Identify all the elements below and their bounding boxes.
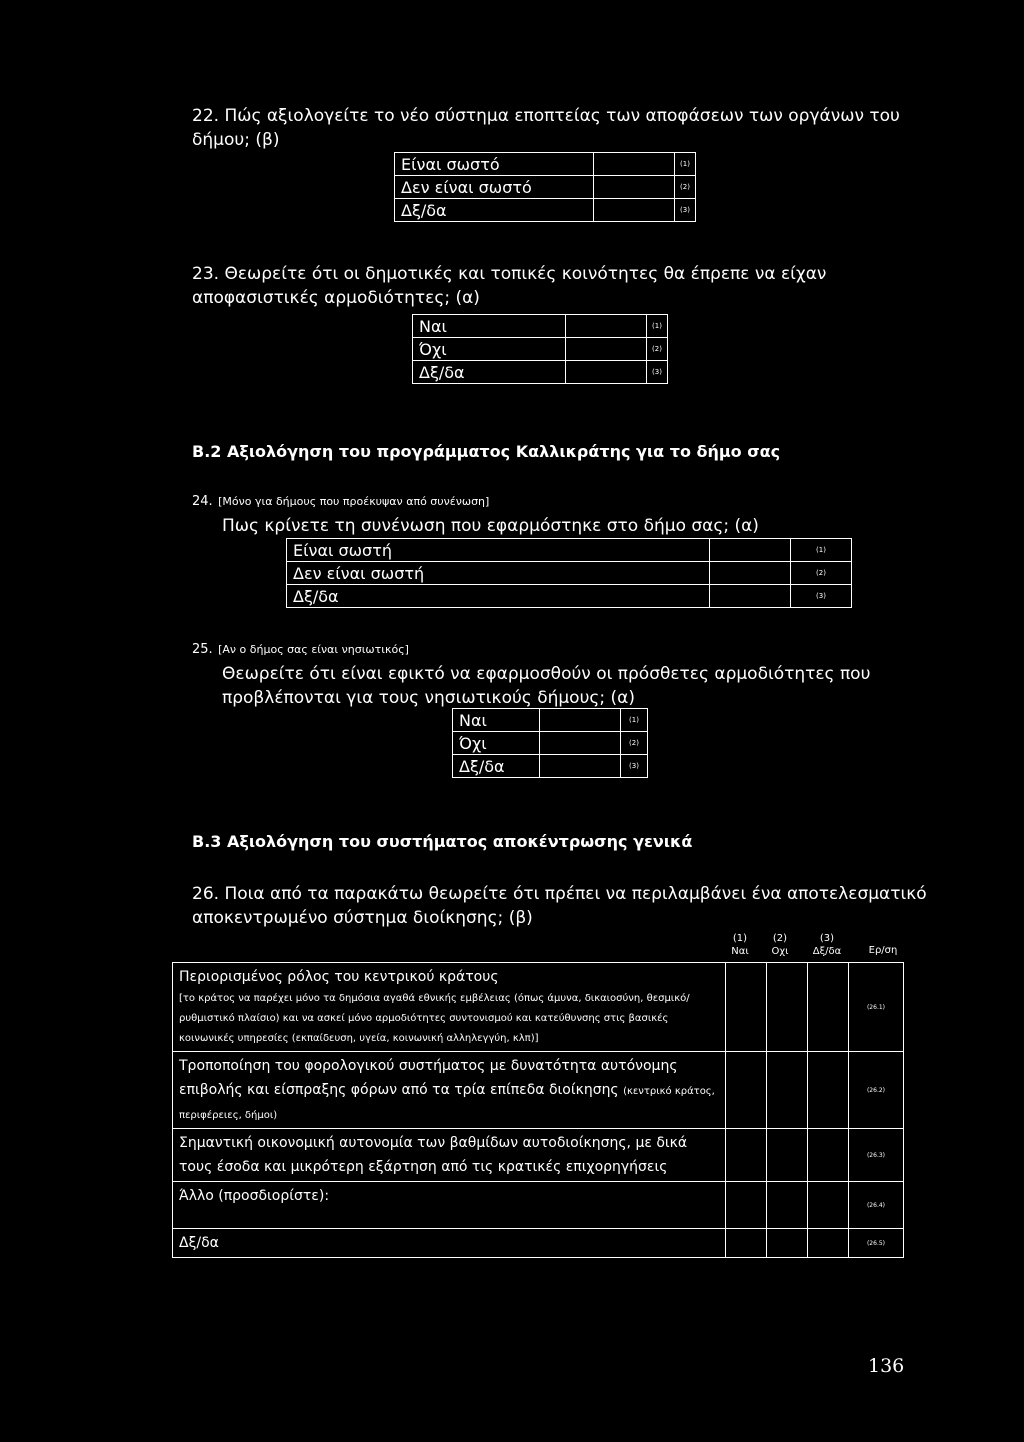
no-cell[interactable] xyxy=(767,963,808,1052)
option-code: (3) xyxy=(791,585,852,608)
row-code: (26.3) xyxy=(849,1129,904,1182)
q22-number: 22. xyxy=(192,106,220,126)
row-main-text: Περιορισμένος ρόλος του κεντρικού κράτους xyxy=(179,969,499,985)
row-text xyxy=(173,1052,726,1129)
q25-note: [Αν ο δήμος σας είναι νησιωτικός] xyxy=(218,643,409,656)
q26-row-3 xyxy=(173,1129,904,1182)
q24-number: 24. xyxy=(192,494,213,509)
option-code: (3) xyxy=(675,199,696,222)
q23-number: 23. xyxy=(192,264,220,284)
option-code: (3) xyxy=(621,755,648,778)
yes-cell[interactable] xyxy=(726,1129,767,1182)
option-code: (1) xyxy=(647,315,668,338)
answer-box[interactable] xyxy=(710,585,791,608)
option-label: Δξ/δα xyxy=(453,755,540,778)
dk-cell[interactable] xyxy=(808,1052,849,1129)
no-cell[interactable] xyxy=(767,1129,808,1182)
row-code: (26.5) xyxy=(849,1229,904,1258)
col-number: (2) xyxy=(772,933,788,944)
q26-ref-header: Ερ/ση xyxy=(868,945,898,956)
option-label: Δξ/δα xyxy=(413,361,566,384)
q23-option-2[interactable] xyxy=(413,338,668,361)
q22-option-2[interactable] xyxy=(395,176,696,199)
q24-options xyxy=(286,538,852,608)
q22-text: Πώς αξιολογείτε το νέο σύστημα εποπτείας των αποφάσεων των οργάνων του δήμου; (β) xyxy=(192,106,900,150)
q23-text: Θεωρείτε ότι οι δημοτικές και τοπικές κοινότητες θα έπρεπε να είχαν αποφασιστικές αρμοδιότητες; (α) xyxy=(192,264,827,308)
answer-box[interactable] xyxy=(710,539,791,562)
answer-box[interactable] xyxy=(710,562,791,585)
row-main-text: Σημαντική οικονομική αυτονομία των βαθμίδων αυτοδιοίκησης, με δικά τους έσοδα και μικρότερη εξάρτηση από τις κρατικές επιχορηγήσεις xyxy=(179,1135,688,1175)
col-label: Οχι xyxy=(771,946,789,957)
col-number: (3) xyxy=(819,933,835,944)
option-code: (2) xyxy=(621,732,648,755)
row-text xyxy=(173,963,726,1052)
option-label: Δεν είναι σωστή xyxy=(287,562,710,585)
answer-box[interactable] xyxy=(594,153,675,176)
dk-cell[interactable] xyxy=(808,963,849,1052)
option-label: Όχι xyxy=(413,338,566,361)
col-number: (1) xyxy=(732,933,748,944)
option-label: Ναι xyxy=(413,315,566,338)
row-main-text: Άλλο (προσδιορίστε): xyxy=(179,1188,330,1204)
option-code: (2) xyxy=(647,338,668,361)
row-code: (26.2) xyxy=(849,1052,904,1129)
q25-question xyxy=(192,636,932,710)
no-cell[interactable] xyxy=(767,1052,808,1129)
q23-option-1[interactable] xyxy=(413,315,668,338)
option-label: Δξ/δα xyxy=(395,199,594,222)
q22-question xyxy=(192,104,932,152)
q22-option-3[interactable] xyxy=(395,199,696,222)
yes-cell[interactable] xyxy=(726,1182,767,1229)
answer-box[interactable] xyxy=(594,199,675,222)
q26-col-no-header xyxy=(760,932,800,958)
no-cell[interactable] xyxy=(767,1182,808,1229)
row-main-text: Δξ/δα xyxy=(179,1235,219,1251)
no-cell[interactable] xyxy=(767,1229,808,1258)
q25-text: Θεωρείτε ότι είναι εφικτό να εφαρμοσθούν οι πρόσθετες αρμοδιότητες που προβλέπονται για τους νησιωτικούς δήμους; (α) xyxy=(222,664,871,708)
q23-option-3[interactable] xyxy=(413,361,668,384)
yes-cell[interactable] xyxy=(726,1229,767,1258)
row-code: (26.1) xyxy=(849,963,904,1052)
q26-row-5 xyxy=(173,1229,904,1258)
page-number: 136 xyxy=(868,1355,905,1377)
yes-cell[interactable] xyxy=(726,1052,767,1129)
answer-box[interactable] xyxy=(594,176,675,199)
option-label: Είναι σωστή xyxy=(287,539,710,562)
section-b2-heading: Β.2 Αξιολόγηση του προγράμματος Καλλικράτης για το δήμο σας xyxy=(192,442,781,461)
q22-options xyxy=(394,152,696,222)
row-detail-text: [το κράτος να παρέχει μόνο τα δημόσια αγαθά εθνικής εμβέλειας (όπως άμυνα, δικαιοσύνη, θεσμικό/ρυθμιστικό πλαίσιο) και να ασκεί μόνο αρμοδιότητες συντονισμού και κατεύθυνσης στις βασικές κοινωνικές υπηρεσίες (εκπαίδευση, υγεία, κοινωνική αλληλεγγύη, κλπ)] xyxy=(179,993,690,1044)
q26-col-yes-header xyxy=(720,932,760,958)
option-code: (2) xyxy=(791,562,852,585)
option-label: Όχι xyxy=(453,732,540,755)
q23-options xyxy=(412,314,668,384)
row-code: (26.4) xyxy=(849,1182,904,1229)
q26-text: Ποια από τα παρακάτω θεωρείτε ότι πρέπει να περιλαμβάνει ένα αποτελεσματικό αποκεντρωμένο σύστημα διοίκησης; (β) xyxy=(192,884,927,928)
dk-cell[interactable] xyxy=(808,1229,849,1258)
q26-row-4 xyxy=(173,1182,904,1229)
q26-number: 26. xyxy=(192,884,220,904)
q24-option-1[interactable] xyxy=(287,539,852,562)
option-code: (3) xyxy=(647,361,668,384)
option-code: (1) xyxy=(675,153,696,176)
row-detail-text: (κεντρικό κράτος, περιφέρειες, δήμοι) xyxy=(179,1086,715,1121)
q24-question xyxy=(192,488,932,538)
q25-option-2[interactable] xyxy=(453,732,648,755)
q25-number: 25. xyxy=(192,642,213,657)
q26-col-dk-header xyxy=(802,932,852,958)
option-label: Δξ/δα xyxy=(287,585,710,608)
answer-box[interactable] xyxy=(540,732,621,755)
col-label: Ναι xyxy=(731,946,749,957)
q26-question xyxy=(192,882,932,930)
answer-box[interactable] xyxy=(566,361,647,384)
q22-option-1[interactable] xyxy=(395,153,696,176)
col-label: Δξ/δα xyxy=(812,946,842,957)
option-code: (1) xyxy=(791,539,852,562)
q26-matrix xyxy=(172,962,904,1258)
option-label: Είναι σωστό xyxy=(395,153,594,176)
section-b3-heading: Β.3 Αξιολόγηση του συστήματος αποκέντρωσης γενικά xyxy=(192,832,693,851)
q24-option-3[interactable] xyxy=(287,585,852,608)
q24-option-2[interactable] xyxy=(287,562,852,585)
dk-cell[interactable] xyxy=(808,1129,849,1182)
q24-note: [Μόνο για δήμους που προέκυψαν από συνένωση] xyxy=(218,495,490,508)
answer-box[interactable] xyxy=(566,315,647,338)
row-text xyxy=(173,1229,726,1258)
answer-box[interactable] xyxy=(566,338,647,361)
row-text xyxy=(173,1182,726,1229)
option-code: (2) xyxy=(675,176,696,199)
answer-box[interactable] xyxy=(540,709,621,732)
row-text xyxy=(173,1129,726,1182)
q25-options xyxy=(452,708,648,778)
q26-row-2 xyxy=(173,1052,904,1129)
q24-text: Πως κρίνετε τη συνένωση που εφαρμόστηκε στο δήμο σας; (α) xyxy=(222,516,759,536)
q23-question xyxy=(192,262,932,310)
option-label: Δεν είναι σωστό xyxy=(395,176,594,199)
q26-row-1 xyxy=(173,963,904,1052)
option-label: Ναι xyxy=(453,709,540,732)
row-main-text: Τροποποίηση του φορολογικού συστήματος με δυνατότητα αυτόνομης επιβολής και είσπραξης φόρων από τα τρία επίπεδα διοίκησης xyxy=(179,1058,678,1098)
answer-box[interactable] xyxy=(540,755,621,778)
q25-option-1[interactable] xyxy=(453,709,648,732)
q25-option-3[interactable] xyxy=(453,755,648,778)
dk-cell[interactable] xyxy=(808,1182,849,1229)
yes-cell[interactable] xyxy=(726,963,767,1052)
option-code: (1) xyxy=(621,709,648,732)
